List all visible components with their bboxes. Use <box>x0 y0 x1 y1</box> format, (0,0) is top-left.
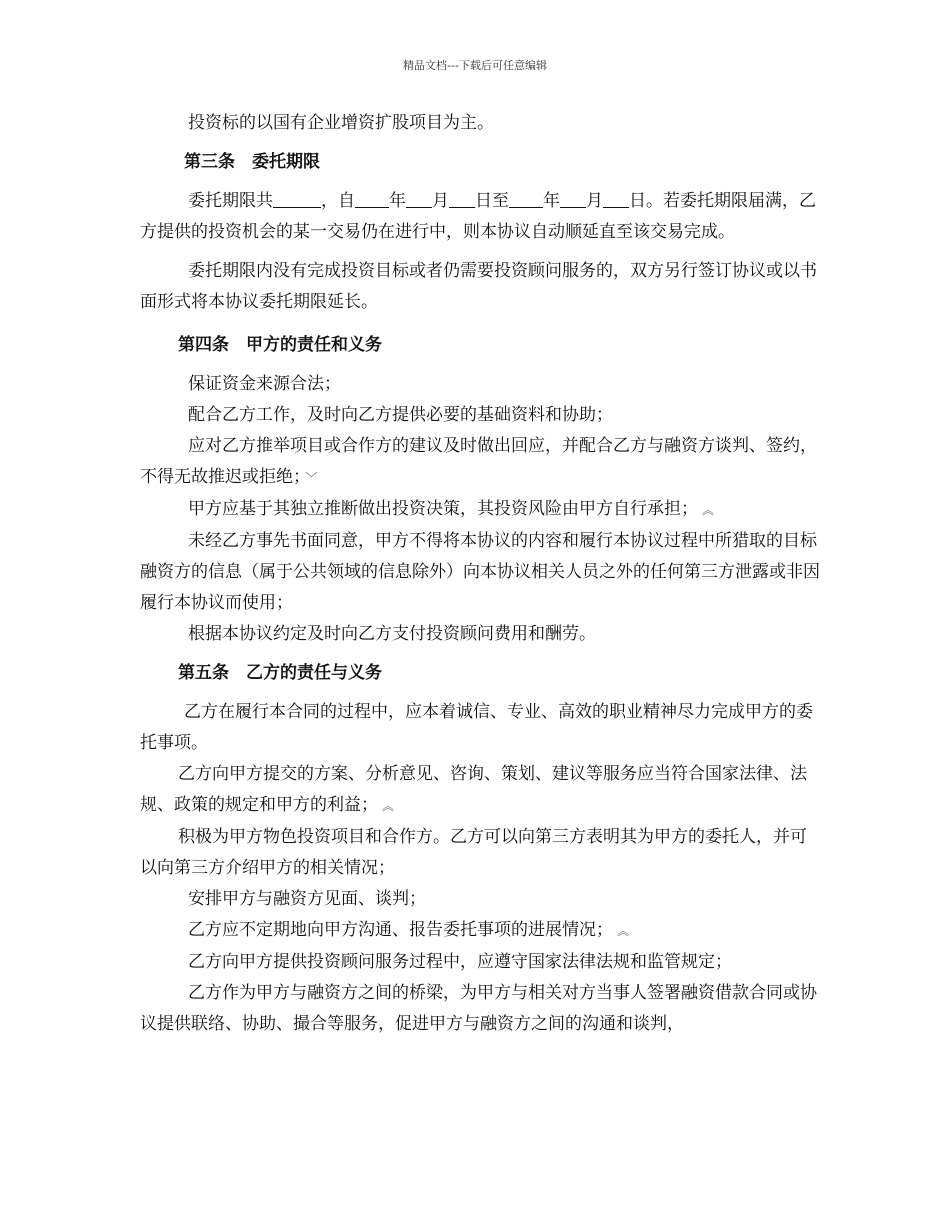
section-heading-5: 第五条 乙方的责任与义务 <box>178 663 382 683</box>
blank-field <box>603 190 629 208</box>
section-heading-4: 第四条 甲方的责任和义务 <box>178 335 382 355</box>
paragraph: 未经乙方事先书面同意，甲方不得将本协议的内容和履行本协议过程中所猎取的目标融资方的信息（属于公共领域的信息除外）向本协议相关人员之外的任何第三方泄露或非因履行本协议而使用； <box>140 531 820 613</box>
blank-field <box>560 190 586 208</box>
page-header: 精品文档---下载后可任意编辑 <box>403 59 547 72</box>
paragraph: 乙方向甲方提供投资顾问服务过程中，应遵守国家法律法规和监管规定； <box>188 952 732 972</box>
paragraph-term: 委托期限共 ，自 年 月 日至 年 月 日。若委托期限届满，乙方提供的投资机会的某一交易仍在进行中，则本协议自动顺延直至该交易完成。 <box>140 191 816 242</box>
edit-mark-icon: ︽ <box>702 503 715 517</box>
paragraph: 配合乙方工作，及时向乙方提供必要的基础资料和协助； <box>188 405 613 425</box>
paragraph: 乙方在履行本合同的过程中，应本着诚信、专业、高效的职业精神尽力完成甲方的委托事项。 <box>140 702 813 753</box>
paragraph: 乙方应不定期地向甲方沟通、报告委托事项的进展情况； ︽ <box>188 920 630 940</box>
paragraph: 甲方应基于其独立推断做出投资决策，其投资风险由甲方自行承担； ︽ <box>188 499 715 519</box>
blank-field <box>509 190 543 208</box>
paragraph: 委托期限内没有完成投资目标或者仍需要投资顾问服务的，双方另行签订协议或以书面形式将本协议委托期限延长。 <box>140 261 817 312</box>
edit-mark-icon: ﹀ <box>305 471 318 485</box>
paragraph: 保证资金来源合法； <box>188 374 341 394</box>
blank-field <box>355 190 389 208</box>
paragraph: 安排甲方与融资方见面、谈判； <box>188 889 426 909</box>
section-heading-3: 第三条 委托期限 <box>184 152 320 172</box>
paragraph: 乙方作为甲方与融资方之间的桥梁，为甲方与相关对方当事人签署融资借款合同或协议提供联络、协助、撮合等服务，促进甲方与融资方之间的沟通和谈判， <box>140 983 817 1034</box>
blank-field <box>273 190 321 208</box>
paragraph: 根据本协议约定及时向乙方支付投资顾问费用和酬劳。 <box>188 624 596 644</box>
edit-mark-icon: ︽ <box>382 799 395 813</box>
paragraph: 乙方向甲方提交的方案、分析意见、咨询、策划、建议等服务应当符合国家法律、法规、政策的规定和甲方的利益； ︽ <box>140 764 807 815</box>
paragraph: 积极为甲方物色投资项目和合作方。乙方可以向第三方表明其为甲方的委托人，并可以向第三方介绍甲方的相关情况； <box>140 827 807 878</box>
edit-mark-icon: ︽ <box>617 924 630 938</box>
document-body <box>140 108 820 1040</box>
paragraph: 应对乙方推举项目或合作方的建议及时做出回应，并配合乙方与融资方谈判、签约，不得无故推迟或拒绝； ﹀ <box>140 436 817 487</box>
paragraph: 投资标的以国有企业增资扩股项目为主。 <box>188 113 494 133</box>
blank-field <box>406 190 432 208</box>
blank-field <box>449 190 475 208</box>
